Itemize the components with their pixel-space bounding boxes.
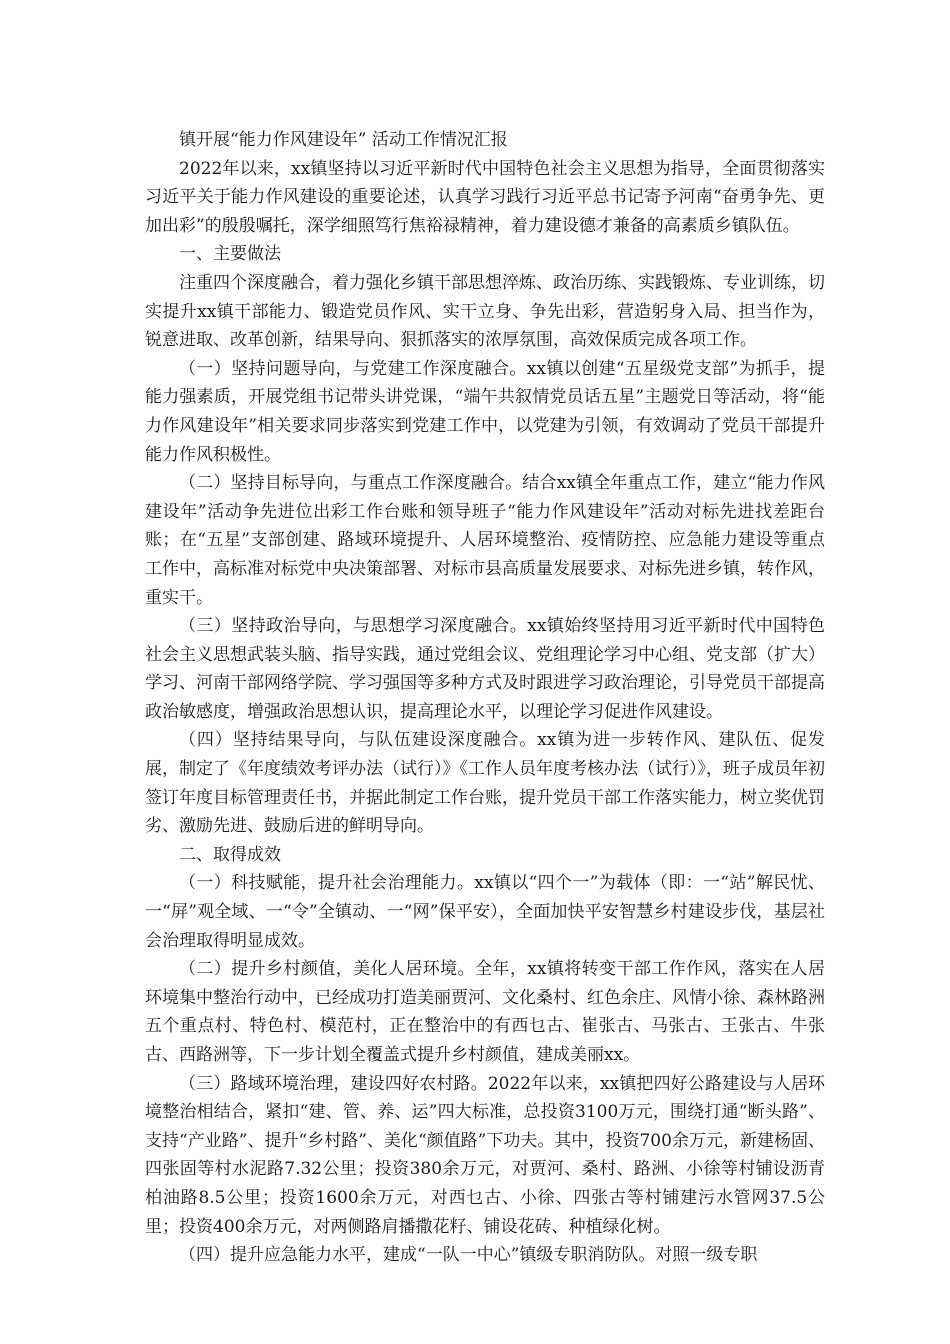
document-page bbox=[145, 126, 825, 1270]
document-title: 镇开展“能力作风建设年” 活动工作情况汇报 bbox=[179, 130, 508, 150]
paragraph-achievement-3: （三）路域环境治理，建设四好农村路。2022年以来，xx镇把四好公路建设与人居环境整治相结合，紧扣“建、管、养、运”四大标准，总投资3100万元，围绕打通“断头路”、支持“产业路”、提升“乡村路”、美化“颜值路”下功夫。其中，投资700余万元，新建杨固、四张固等村水泥路7.32公里；投资380余万元，对贾河、桑村、路洲、小徐等村铺设沥青柏油路8.5公里；投资1600余万元，对西乜古、小徐、四张古等村铺建污水管网37.5公里；投资400余万元，对两侧路肩播撒花籽、铺设花砖、种植绿化树。 bbox=[145, 1073, 825, 1237]
paragraph-practice-2: （二）坚持目标导向，与重点工作深度融合。结合xx镇全年重点工作，建立“能力作风建设年”活动争先进位出彩工作台账和领导班子“能力作风建设年”活动对标先进找差距台账；在“五星”支部创建、路域环境提升、人居环境整治、疫情防控、应急能力建设等重点工作中，高标准对标党中央决策部署、对标市县高质量发展要求、对标先进乡镇，转作风，重实干。 bbox=[145, 473, 825, 608]
paragraph-practice-1: （一）坚持问题导向，与党建工作深度融合。xx镇以创建“五星级党支部”为抓手，提能力强素质，开展党组书记带头讲党课，“端午共叙情党员话五星”主题党日等活动，将“能力作风建设年”相关要求同步落实到党建工作中，以党建为引领，有效调动了党员干部提升能力作风积极性。 bbox=[145, 358, 825, 465]
paragraph-achievement-1: （一）科技赋能，提升社会治理能力。xx镇以“四个一”为载体（即：一“站”解民忧、一“屏”观全域、一“令”全镇动、一“网”保平安），全面加快平安智慧乡村建设步伐，基层社会治理取得明显成效。 bbox=[145, 873, 825, 951]
paragraph-achievement-2: （二）提升乡村颜值，美化人居环境。全年，xx镇将转变干部工作作风，落实在人居环境集中整治行动中，已经成功打造美丽贾河、文化桑村、红色余庄、风情小徐、森林路洲五个重点村、特色村、模范村，正在整治中的有西乜古、崔张古、马张古、王张古、牛张古、西路洲等，下一步计划全覆盖式提升乡村颜值，建成美丽xx。 bbox=[145, 959, 825, 1065]
paragraph-practice-4: （四）坚持结果导向，与队伍建设深度融合。xx镇为进一步转作风、建队伍、促发展，制定了《年度绩效考评办法（试行）》《工作人员年度考核办法（试行）》，班子成员年初签订年度目标管理责任书，并据此制定工作台账，提升党员干部工作落实能力，树立奖优罚劣、激励先进、鼓励后进的鲜明导向。 bbox=[145, 730, 825, 837]
paragraph-practice-3: （三）坚持政治导向，与思想学习深度融合。xx镇始终坚持用习近平新时代中国特色社会主义思想武装头脑、指导实践，通过党组会议、党组理论学习中心组、党支部（扩大）学习、河南干部网络学院、学习强国等多种方式及时跟进学习政治理论，引导党员干部提高政治敏感度，增强政治思想认识，提高理论水平，以理论学习促进作风建设。 bbox=[145, 616, 825, 722]
section-heading-achievements: 二、取得成效 bbox=[179, 844, 281, 865]
section-heading-main-practices: 一、主要做法 bbox=[179, 244, 281, 265]
paragraph-intro: 2022年以来，xx镇坚持以习近平新时代中国特色社会主义思想为指导，全面贯彻落实习近平关于能力作风建设的重要论述，认真学习践行习近平总书记寄予河南“奋勇争先、更加出彩”的殷殷嘱托，深学细照笃行焦裕禄精神，着力建设德才兼备的高素质乡镇队伍。 bbox=[145, 158, 825, 236]
paragraph-overview: 注重四个深度融合，着力强化乡镇干部思想淬炼、政治历练、实践锻炼、专业训练，切实提升xx镇干部能力、锻造党员作风、实干立身、争先出彩，营造躬身入局、担当作为，锐意进取、改革创新，结果导向、狠抓落实的浓厚氛围，高效保质完成各项工作。 bbox=[145, 272, 825, 351]
paragraph-achievement-4: （四）提升应急能力水平，建成“一队一中心”镇级专职消防队。对照一级专职 bbox=[179, 1245, 758, 1266]
